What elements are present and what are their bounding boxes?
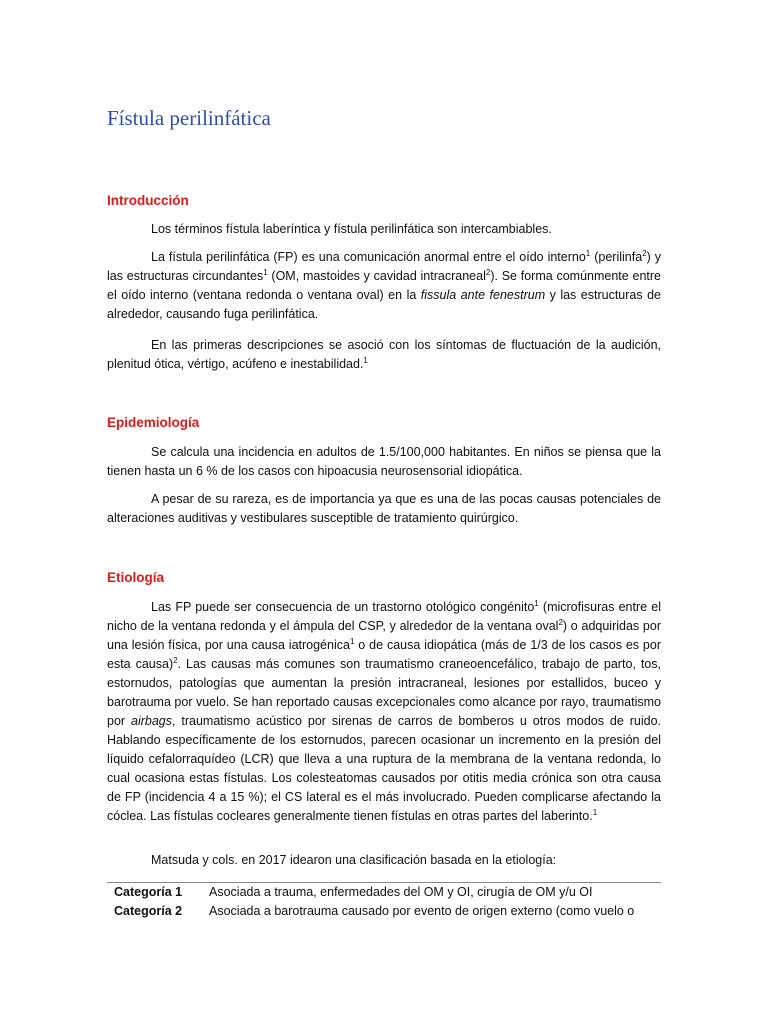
intro-paragraph-1: Los términos fístula laberíntica y fístula perilinfática son intercambiables. bbox=[151, 222, 552, 236]
heading-epidemiologia: Epidemiología bbox=[107, 415, 200, 430]
epi-paragraph-2: A pesar de su rareza, es de importancia ya que es una de las pocas causas potenciales de alteraciones auditivas y vestibulares susceptible de tratamiento quirúrgico. bbox=[107, 492, 661, 525]
table-row-label: Categoría 2 bbox=[114, 904, 183, 918]
intro-paragraph-2: La fístula perilinfática (FP) es una comunicación anormal entre el oído interno$^1$ (perilinfa$^2$) y las estructuras circundantes$^1$ (OM, mastoides y cavidad intracraneal$^2$). Se forma comúnmente entre el oído interno (ventana redonda o ventana oval) en la fissula ante fenestrum y las estructuras de alrededor, causando fuga perilinfática. bbox=[107, 248, 662, 321]
etio-paragraph-1: Las FP puede ser consecuencia de un trastorno otológico congénito$^1$ (microfisuras entre el nicho de la ventana redonda y el ámpula del CSP, y alrededor de la ventana oval$^2$) o adquiridas por una lesión física, por una causa iatrogénica$^1$ o de causa idiopática (más de 1/3 de los casos es por esta causa)$^2$. Las causas más comunes son traumatismo craneoencefálico, trabajo de parto, tos, estornudos, patologías que aumentan la presión intracraneal, lesiones por estallidos, buceo y barotrauma por vuelo. Se han reportado causas excepcionales como alcance por rayo, traumatismo por airbags, traumatismo acústico por sirenas de carros de bomberos u otros modos de ruido. Hablando específicamente de los estornudos, parecen ocasionar un incremento en la presión del líquido cefalorraquídeo (LCR) que lleva a una ruptura de la membrana de la ventana redonda, lo cual ocasiona estas fístulas. Los colesteatomas causados por otitis media crónica son otra causa de FP (incidencia 4 a 15 %); el CS lateral es el más involucrado. Pueden complicarse afectando la cóclea. Las fístulas cocleares generalmente tienen fístulas en otras partes del laberinto.$^1$ bbox=[107, 598, 662, 823]
table-row bbox=[107, 902, 661, 921]
table-row bbox=[107, 883, 661, 902]
etio-paragraph-2: Matsuda y cols. en 2017 idearon una clasificación basada en la etiología: bbox=[151, 853, 557, 867]
epi-paragraph-1: Se calcula una incidencia en adultos de 1.5/100,000 habitantes. En niños se piensa que la tienen hasta un 6 % de los casos con hipoacusia neurosensorial idiopática. bbox=[107, 445, 661, 478]
heading-etiologia: Etiología bbox=[107, 570, 164, 585]
heading-introduccion: Introducción bbox=[107, 193, 189, 208]
table-row-label: Categoría 1 bbox=[114, 885, 183, 899]
classification-table bbox=[107, 882, 661, 921]
table-row-text: Asociada a barotrauma causado por evento de origen externo (como vuelo o bbox=[209, 904, 635, 918]
table-row-text: Asociada a trauma, enfermedades del OM y OI, cirugía de OM y/u OI bbox=[209, 885, 593, 899]
document-title: Fístula perilinfática bbox=[107, 106, 271, 130]
intro-paragraph-3: En las primeras descripciones se asoció con los síntomas de fluctuación de la audición, plenitud ótica, vértigo, acúfeno e inestabilidad.$^1$ bbox=[107, 338, 661, 371]
